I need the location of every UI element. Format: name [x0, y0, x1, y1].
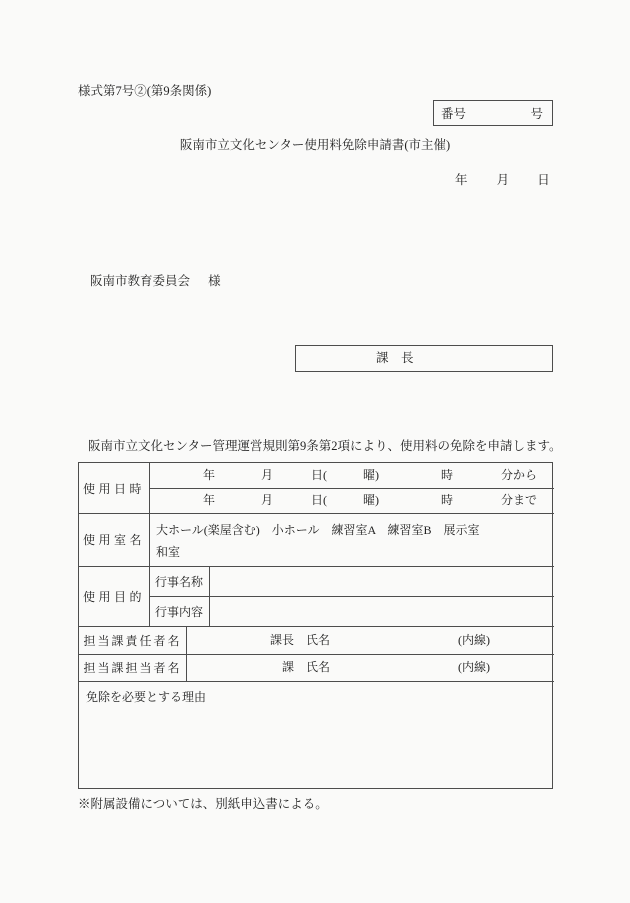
contact-name-label: 氏名 [306, 660, 331, 674]
footnote: ※附属設備については、別紙申込書による。 [78, 797, 328, 811]
to-year-label: 年 [203, 493, 216, 507]
date-year-label: 年 [455, 173, 468, 187]
event-name-value-cell[interactable] [209, 566, 554, 596]
contact-role-label: 課 [281, 660, 294, 674]
application-statement: 阪南市立文化センター管理運営規則第9条第2項により、使用料の免除を申請します。 [88, 439, 562, 453]
room-name-label: 使用室名 [82, 533, 145, 547]
submission-date-line [455, 170, 550, 188]
to-minute-label: 分まで [501, 493, 538, 507]
room-options-cell[interactable] [149, 513, 554, 566]
responsible-label: 担当課責任者名 [83, 633, 182, 648]
form-code: 様式第7号②(第9条関係) [78, 84, 212, 98]
from-year-label: 年 [203, 468, 216, 482]
from-weekday-label: 曜) [363, 468, 379, 482]
number-label: 番号 [441, 107, 467, 121]
addressee-line [90, 271, 221, 289]
document-number-box [433, 100, 553, 126]
approval-label: 課 長 [376, 351, 414, 365]
exemption-reason-label: 免除を必要とする理由 [86, 690, 207, 704]
room-options-line2: 和室 [156, 545, 181, 559]
page-title: 阪南市立文化センター使用料免除申請書(市主催) [179, 138, 451, 152]
date-day-label: 日 [537, 173, 550, 187]
from-minute-label: 分から [501, 468, 538, 482]
responsible-value-cell[interactable] [186, 626, 554, 654]
responsible-role-label: 課長 [269, 633, 294, 647]
to-hour-label: 時 [441, 493, 454, 507]
to-weekday-label: 曜) [363, 493, 379, 507]
to-day-label: 日( [311, 493, 327, 507]
usage-datetime-from-row[interactable] [149, 463, 554, 488]
contact-label: 担当課担当者名 [83, 661, 182, 675]
event-name-label: 行事名称 [154, 574, 203, 589]
event-detail-value-cell[interactable] [209, 596, 554, 626]
usage-datetime-to-row[interactable] [149, 488, 554, 513]
from-day-label: 日( [311, 468, 327, 482]
purpose-label: 使用目的 [82, 589, 145, 604]
addressee-name: 阪南市教育委員会 [90, 274, 191, 288]
approval-stamp-box [295, 345, 553, 372]
from-hour-label: 時 [441, 468, 454, 482]
application-table [78, 462, 553, 789]
responsible-extension-label: (内線) [458, 633, 490, 647]
exemption-reason-cell[interactable] [79, 681, 554, 790]
number-suffix: 号 [530, 107, 543, 121]
responsible-name-label: 氏名 [306, 633, 331, 647]
addressee-honorific: 様 [208, 274, 221, 288]
contact-extension-label: (内線) [458, 660, 490, 674]
contact-value-cell[interactable] [186, 654, 554, 681]
event-detail-label: 行事内容 [154, 604, 203, 619]
usage-datetime-label: 使用日時 [82, 481, 145, 496]
date-month-label: 月 [496, 173, 510, 187]
from-month-label: 月 [261, 468, 274, 482]
room-options-line1: 大ホール(楽屋含む) 小ホール 練習室A 練習室B 展示室 [156, 523, 480, 537]
to-month-label: 月 [261, 493, 274, 507]
